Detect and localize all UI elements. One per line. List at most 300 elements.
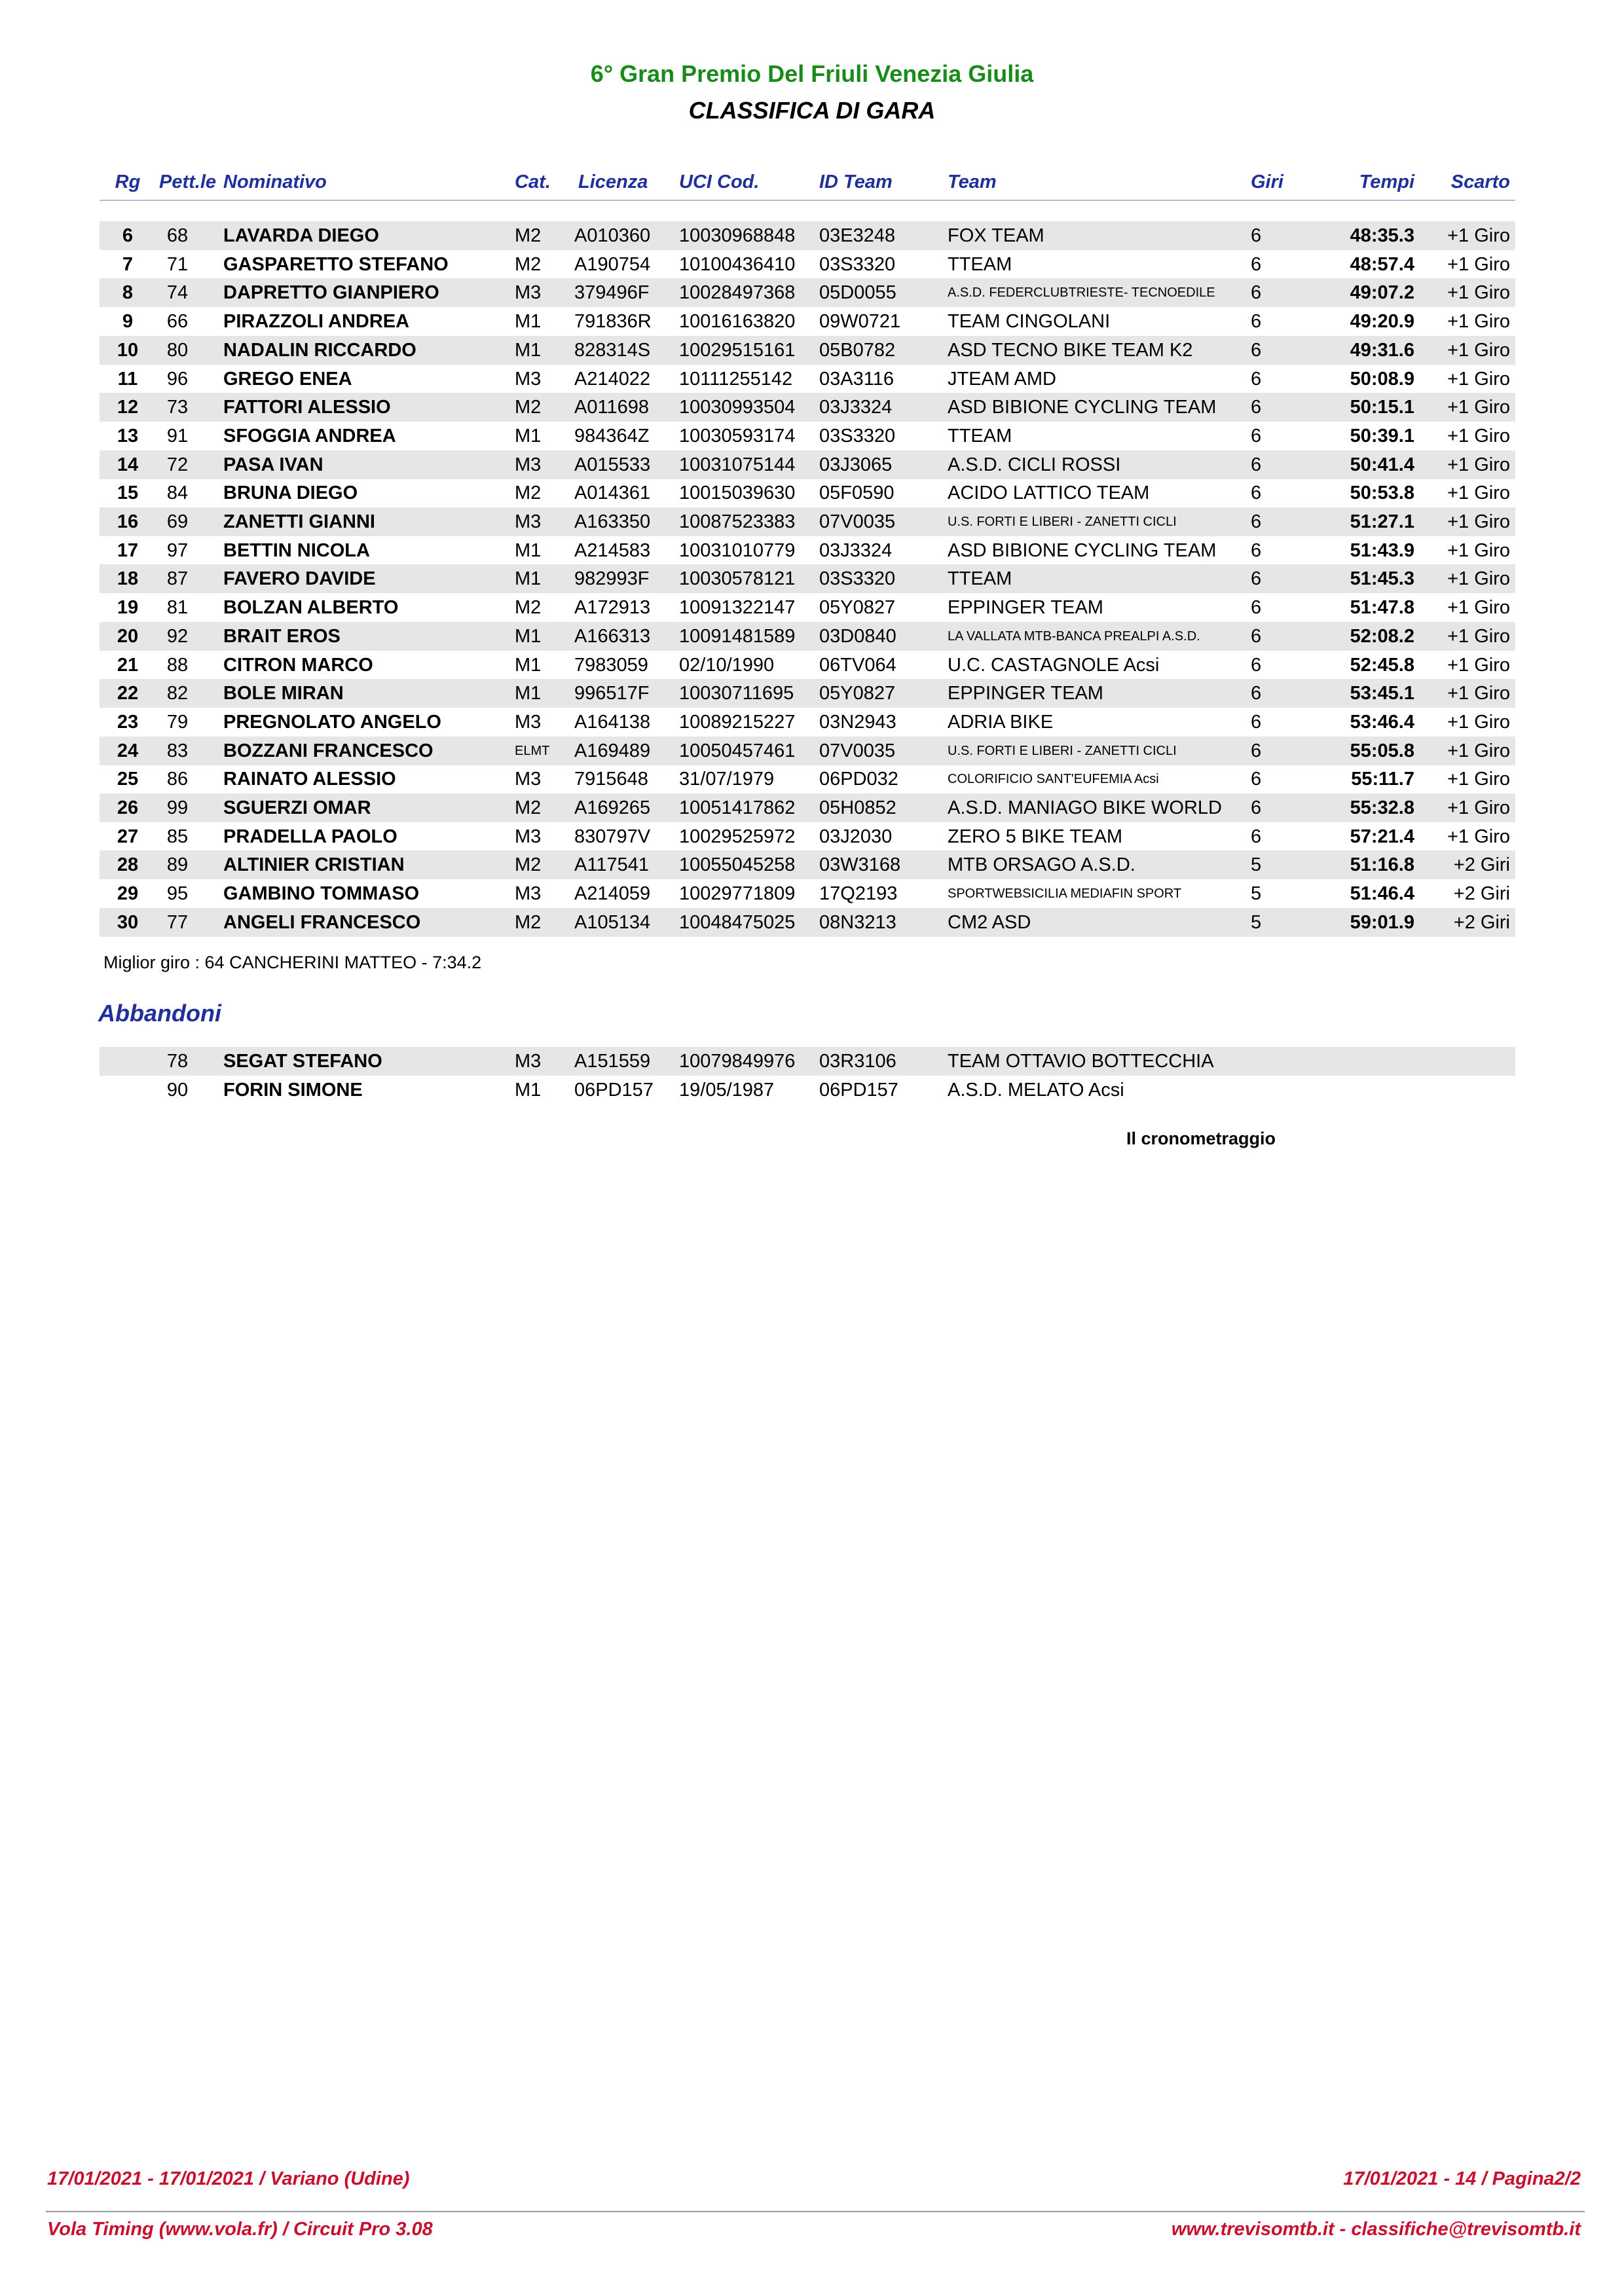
cell-time: 50:53.8 [1350,483,1414,504]
cell-license: A014361 [574,483,651,504]
col-header-gap: Scarto [1450,172,1510,192]
cell-category: M3 [515,368,542,390]
col-header-license: Licenza [578,172,648,192]
cell-bib: 66 [166,311,189,333]
cell-license: A172913 [574,597,651,619]
cell-name: PREGNOLATO ANGELO [223,711,441,733]
cell-laps: 6 [1251,625,1262,647]
cell-name: FORIN SIMONE [223,1079,363,1101]
cell-team: EPPINGER TEAM [948,683,1103,704]
table-row [100,1047,1515,1076]
cell-uci: 10091481589 [679,625,796,647]
cell-bib: 88 [166,654,189,676]
cell-uci: 10029525972 [679,826,796,847]
cell-name: BOLE MIRAN [223,683,344,704]
cell-license: 7983059 [574,654,648,676]
cell-gap: +1 Giro [1447,797,1510,818]
cell-license: A214583 [574,539,651,561]
table-row [100,307,1515,336]
table-row [100,593,1515,622]
cell-bib: 91 [166,425,189,446]
cell-time: 51:47.8 [1350,597,1414,619]
cell-gap: +1 Giro [1447,253,1510,275]
cell-bib: 97 [166,539,189,561]
cell-rank: 30 [117,911,139,933]
cell-uci: 10028497368 [679,282,796,304]
cell-team-id: 05F0590 [819,483,895,504]
cell-category: M1 [515,568,542,590]
cell-rank: 13 [117,425,139,446]
cell-bib: 82 [166,683,189,704]
cell-rank: 26 [117,797,139,818]
footer-software: Vola Timing (www.vola.fr) / Circuit Pro 3.08 [47,2219,433,2240]
cell-uci: 10029771809 [679,883,796,905]
cell-uci: 31/07/1979 [679,769,775,790]
table-row [100,708,1515,737]
cell-team-id: 03S3320 [819,253,896,275]
cell-team-id: 03D0840 [819,625,896,647]
cell-team-id: 07V0035 [819,511,896,532]
cell-uci: 10100436410 [679,253,796,275]
cell-time: 50:08.9 [1350,368,1414,390]
cell-license: A166313 [574,625,651,647]
cell-bib: 90 [166,1079,189,1101]
cell-time: 55:05.8 [1350,740,1414,761]
table-row [100,479,1515,507]
cell-license: 982993F [574,568,650,590]
cell-time: 57:21.4 [1350,826,1414,847]
cell-category: M1 [515,339,542,361]
cell-category: M1 [515,625,542,647]
cell-gap: +1 Giro [1447,597,1510,619]
cell-rank: 8 [122,282,134,304]
cell-time: 49:07.2 [1350,282,1414,304]
cell-category: M1 [515,683,542,704]
cell-gap: +1 Giro [1447,654,1510,676]
col-header-uci: UCI Cod. [679,172,760,192]
cell-laps: 6 [1251,483,1262,504]
cell-bib: 71 [166,253,189,275]
cell-time: 48:35.3 [1350,225,1414,246]
cell-laps: 6 [1251,769,1262,790]
cell-uci: 10016163820 [679,311,796,333]
cell-license: A214022 [574,368,651,390]
cell-team: ZERO 5 BIKE TEAM [948,826,1122,847]
table-row [100,564,1515,593]
cell-rank: 11 [117,368,138,390]
col-header-name: Nominativo [223,172,327,192]
cell-license: A015533 [574,454,651,475]
cell-name: ANGELI FRANCESCO [223,911,421,933]
cell-name: GAMBINO TOMMASO [223,883,420,905]
cell-team-id: 03J3324 [819,397,893,418]
cell-license: 996517F [574,683,650,704]
cell-team-id: 05D0055 [819,282,896,304]
cell-category: M3 [515,883,542,905]
cell-rank: 9 [122,311,134,333]
cell-license: A105134 [574,911,651,933]
cell-gap: +2 Giri [1453,883,1510,905]
cell-team: LA VALLATA MTB-BANCA PREALPI A.S.D. [948,629,1200,644]
cell-bib: 79 [166,711,189,733]
cell-laps: 6 [1251,339,1262,361]
cell-category: M3 [515,769,542,790]
cell-name: BETTIN NICOLA [223,539,370,561]
cell-time: 52:08.2 [1350,625,1414,647]
cell-gap: +1 Giro [1447,539,1510,561]
col-header-category: Cat. [515,172,551,192]
cell-license: 7915648 [574,769,648,790]
cell-bib: 69 [166,511,189,532]
withdrawals-title: Abbandoni [98,1000,221,1027]
cell-license: A151559 [574,1051,651,1072]
cell-team-id: 03S3320 [819,425,896,446]
cell-team: U.C. CASTAGNOLE Acsi [948,654,1160,676]
table-row [100,250,1515,279]
cell-bib: 80 [166,339,189,361]
cell-rank: 19 [117,597,139,619]
cell-bib: 83 [166,740,189,761]
cell-uci: 10029515161 [679,339,796,361]
cell-bib: 95 [166,883,189,905]
cell-bib: 85 [166,826,189,847]
cell-license: 791836R [574,311,652,333]
cell-team: A.S.D. CICLI ROSSI [948,454,1121,475]
cell-gap: +1 Giro [1447,425,1510,446]
cell-uci: 10091322147 [679,597,796,619]
cell-laps: 6 [1251,368,1262,390]
cell-category: M1 [515,539,542,561]
cell-bib: 84 [166,483,189,504]
col-header-team-id: ID Team [819,172,893,192]
cell-rank: 16 [117,511,139,532]
cell-gap: +1 Giro [1447,740,1510,761]
cell-gap: +1 Giro [1447,368,1510,390]
cell-category: M3 [515,511,542,532]
cell-rank: 22 [117,683,139,704]
cell-team: ASD BIBIONE CYCLING TEAM [948,539,1217,561]
cell-team-id: 09W0721 [819,311,901,333]
cell-name: PASA IVAN [223,454,323,475]
cell-gap: +1 Giro [1447,454,1510,475]
footer-page-info: 17/01/2021 - 14 / Pagina2/2 [1343,2168,1581,2189]
cell-gap: +1 Giro [1447,826,1510,847]
cell-bib: 72 [166,454,189,475]
cell-rank: 7 [122,253,134,275]
table-row [100,908,1515,937]
cell-time: 59:01.9 [1350,911,1414,933]
cell-gap: +1 Giro [1447,225,1510,246]
cell-license: A190754 [574,253,651,275]
table-row [100,850,1515,879]
cell-category: M2 [515,854,542,876]
cell-laps: 6 [1251,282,1262,304]
cell-bib: 92 [166,625,189,647]
cell-team-id: 03R3106 [819,1051,896,1072]
cell-bib: 78 [166,1051,189,1072]
cell-bib: 86 [166,769,189,790]
table-row [100,793,1515,822]
col-header-time: Tempi [1359,172,1414,192]
cell-uci: 10031010779 [679,539,796,561]
cell-uci: 10015039630 [679,483,796,504]
cell-bib: 68 [166,225,189,246]
cell-uci: 10087523383 [679,511,796,532]
cell-team-id: 05Y0827 [819,597,896,619]
cell-license: A163350 [574,511,651,532]
cell-team: A.S.D. FEDERCLUBTRIESTE- TECNOEDILE [948,285,1215,301]
cell-laps: 6 [1251,683,1262,704]
cell-category: M2 [515,397,542,418]
table-row [100,393,1515,422]
cell-team-id: 05B0782 [819,339,896,361]
cell-laps: 5 [1251,854,1262,876]
cell-name: RAINATO ALESSIO [223,769,396,790]
cell-time: 51:46.4 [1350,883,1414,905]
cell-laps: 6 [1251,654,1262,676]
cell-team: FOX TEAM [948,225,1044,246]
cell-laps: 6 [1251,568,1262,590]
cell-team: TEAM OTTAVIO BOTTECCHIA [948,1051,1214,1072]
cell-category: M2 [515,911,542,933]
cell-team: A.S.D. MANIAGO BIKE WORLD [948,797,1222,818]
cell-category: M1 [515,311,542,333]
cell-time: 50:39.1 [1350,425,1414,446]
cell-uci: 10089215227 [679,711,796,733]
cell-laps: 6 [1251,397,1262,418]
cell-time: 53:46.4 [1350,711,1414,733]
cell-uci: 10051417862 [679,797,796,818]
cell-rank: 24 [117,740,139,761]
cell-name: ZANETTI GIANNI [223,511,375,532]
cell-category: M2 [515,253,542,275]
table-row [100,221,1515,250]
cell-uci: 19/05/1987 [679,1079,775,1101]
cell-uci: 10030593174 [679,425,796,446]
cell-team: JTEAM AMD [948,368,1056,390]
cell-time: 53:45.1 [1350,683,1414,704]
table-row [100,278,1515,307]
cell-name: FAVERO DAVIDE [223,568,376,590]
cell-uci: 10111255142 [679,368,793,390]
cell-rank: 23 [117,711,139,733]
cell-gap: +1 Giro [1447,397,1510,418]
cell-time: 50:15.1 [1350,397,1414,418]
cell-team: TTEAM [948,425,1012,446]
cell-bib: 77 [166,911,189,933]
table-row [100,879,1515,908]
cell-license: 06PD157 [574,1079,654,1101]
cell-laps: 6 [1251,225,1262,246]
cell-name: NADALIN RICCARDO [223,339,416,361]
cell-uci: 10031075144 [679,454,796,475]
cell-category: M2 [515,597,542,619]
cell-time: 48:57.4 [1350,253,1414,275]
col-header-laps: Giri [1251,172,1283,192]
timekeeping-label: Il cronometraggio [1126,1129,1276,1148]
cell-team-id: 08N3213 [819,911,896,933]
cell-name: CITRON MARCO [223,654,373,676]
cell-laps: 6 [1251,711,1262,733]
cell-laps: 6 [1251,253,1262,275]
cell-name: GASPARETTO STEFANO [223,253,449,275]
table-row [100,679,1515,708]
cell-team: CM2 ASD [948,911,1031,933]
cell-laps: 6 [1251,511,1262,532]
cell-time: 51:43.9 [1350,539,1414,561]
cell-rank: 12 [117,397,139,418]
cell-rank: 14 [117,454,139,475]
cell-name: SGUERZI OMAR [223,797,371,818]
cell-name: LAVARDA DIEGO [223,225,379,246]
cell-team-id: 03A3116 [819,368,894,390]
cell-license: A169265 [574,797,651,818]
cell-gap: +1 Giro [1447,625,1510,647]
page-subtitle: CLASSIFICA DI GARA [688,97,936,124]
cell-laps: 6 [1251,597,1262,619]
cell-category: M3 [515,711,542,733]
cell-gap: +1 Giro [1447,511,1510,532]
cell-category: M2 [515,483,542,504]
cell-name: BOZZANI FRANCESCO [223,740,434,761]
cell-gap: +2 Giri [1453,911,1510,933]
cell-gap: +1 Giro [1447,483,1510,504]
cell-license: A117541 [574,854,649,876]
cell-gap: +2 Giri [1453,854,1510,876]
cell-name: GREGO ENEA [223,368,352,390]
cell-rank: 21 [117,654,139,676]
cell-rank: 17 [117,539,139,561]
cell-time: 55:32.8 [1350,797,1414,818]
cell-team: U.S. FORTI E LIBERI - ZANETTI CICLI [948,743,1177,758]
cell-category: M3 [515,1051,542,1072]
cell-team: ASD TECNO BIKE TEAM K2 [948,339,1193,361]
cell-name: BOLZAN ALBERTO [223,597,399,619]
cell-uci: 10055045258 [679,854,796,876]
cell-name: BRUNA DIEGO [223,483,358,504]
cell-name: FATTORI ALESSIO [223,397,391,418]
table-row [100,651,1515,680]
table-row [100,365,1515,393]
cell-category: M2 [515,797,542,818]
cell-team: SPORTWEBSICILIA MEDIAFIN SPORT [948,886,1182,902]
cell-uci: 10030993504 [679,397,796,418]
cell-rank: 18 [117,568,139,590]
cell-team: ASD BIBIONE CYCLING TEAM [948,397,1217,418]
cell-name: ALTINIER CRISTIAN [223,854,405,876]
cell-category: M3 [515,826,542,847]
cell-gap: +1 Giro [1447,683,1510,704]
cell-name: SFOGGIA ANDREA [223,425,396,446]
cell-team-id: 06TV064 [819,654,896,676]
cell-team: MTB ORSAGO A.S.D. [948,854,1135,876]
cell-license: 830797V [574,826,651,847]
cell-team: TTEAM [948,253,1012,275]
best-lap: Miglior giro : 64 CANCHERINI MATTEO - 7:34.2 [103,953,482,972]
cell-team-id: 03S3320 [819,568,896,590]
cell-rank: 28 [117,854,139,876]
cell-bib: 74 [166,282,189,304]
cell-category: M1 [515,1079,542,1101]
event-title: 6° Gran Premio Del Friuli Venezia Giulia [590,60,1034,87]
cell-uci: 10079849976 [679,1051,796,1072]
cell-team-id: 06PD157 [819,1079,898,1101]
cell-rank: 27 [117,826,139,847]
cell-license: A164138 [574,711,651,733]
cell-name: PRADELLA PAOLO [223,826,397,847]
cell-license: 828314S [574,339,651,361]
table-row [100,507,1515,536]
cell-team: ADRIA BIKE [948,711,1054,733]
cell-rank: 20 [117,625,139,647]
cell-laps: 5 [1251,883,1262,905]
col-header-team: Team [948,172,997,192]
cell-gap: +1 Giro [1447,339,1510,361]
cell-time: 51:45.3 [1350,568,1414,590]
cell-laps: 6 [1251,740,1262,761]
cell-time: 51:27.1 [1350,511,1414,532]
cell-team-id: 05H0852 [819,797,896,818]
cell-team-id: 07V0035 [819,740,896,761]
cell-name: BRAIT EROS [223,625,341,647]
cell-team-id: 03J3324 [819,539,893,561]
cell-bib: 73 [166,397,189,418]
cell-gap: +1 Giro [1447,568,1510,590]
cell-team-id: 03J2030 [819,826,893,847]
cell-bib: 99 [166,797,189,818]
cell-laps: 6 [1251,454,1262,475]
cell-license: A169489 [574,740,651,761]
cell-time: 52:45.8 [1350,654,1414,676]
cell-team: COLORIFICIO SANT'EUFEMIA Acsi [948,772,1159,787]
cell-team: TTEAM [948,568,1012,590]
cell-gap: +1 Giro [1447,711,1510,733]
cell-time: 51:16.8 [1350,854,1414,876]
cell-team: ACIDO LATTICO TEAM [948,483,1150,504]
cell-uci: 02/10/1990 [679,654,775,676]
cell-rank: 29 [117,883,139,905]
cell-uci: 10030968848 [679,225,796,246]
cell-time: 55:11.7 [1351,769,1414,790]
cell-rank: 10 [117,339,139,361]
cell-laps: 5 [1251,911,1262,933]
cell-time: 50:41.4 [1350,454,1414,475]
cell-category: M1 [515,425,542,446]
cell-category: ELMT [515,743,550,758]
cell-laps: 6 [1251,539,1262,561]
cell-bib: 87 [166,568,189,590]
table-row [100,822,1515,851]
cell-gap: +1 Giro [1447,769,1510,790]
cell-laps: 6 [1251,826,1262,847]
cell-category: M3 [515,454,542,475]
cell-team-id: 03E3248 [819,225,896,246]
cell-category: M1 [515,654,542,676]
col-header-bib: Pett.le [159,172,217,192]
cell-laps: 6 [1251,797,1262,818]
footer-divider [46,2211,1585,2212]
table-row [100,622,1515,651]
cell-gap: +1 Giro [1447,311,1510,333]
cell-team-id: 06PD032 [819,769,898,790]
table-row [100,422,1515,450]
cell-rank: 15 [117,483,139,504]
cell-time: 49:31.6 [1350,339,1414,361]
footer-contact: www.trevisomtb.it - classifiche@trevisomtb.it [1171,2219,1581,2240]
cell-team-id: 03N2943 [819,711,896,733]
cell-team-id: 05Y0827 [819,683,896,704]
table-row [100,536,1515,565]
